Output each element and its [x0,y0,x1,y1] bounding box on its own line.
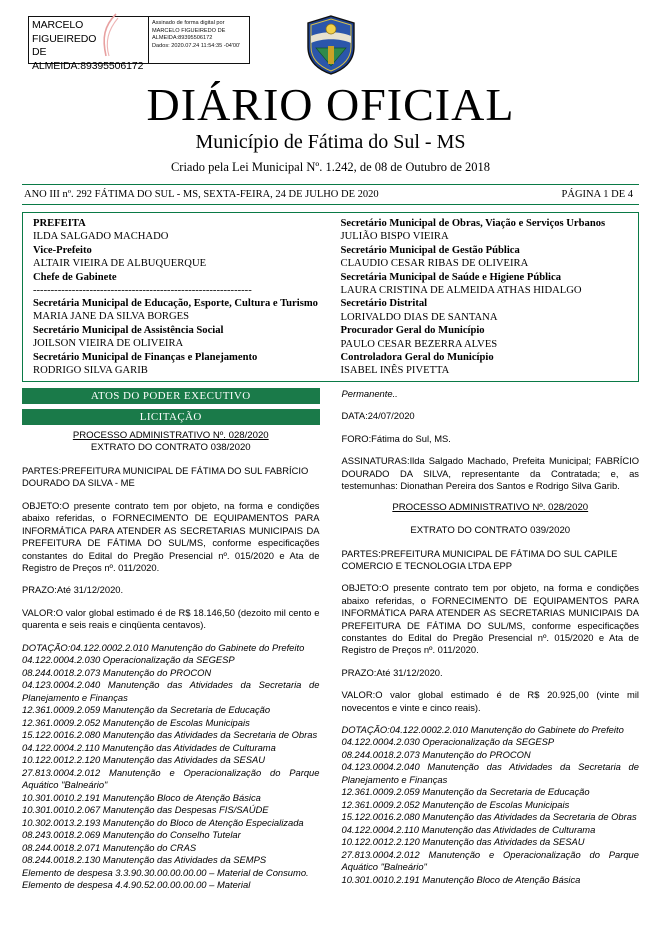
dotacao-line: 04.123.0004.2.040 Manutenção das Atividades da Secretaria de Planejamento e Finanças [341,761,639,785]
dotacao-line: 08.244.0018.2.071 Manutenção do CRAS [22,841,197,853]
signature-detail-line-2: MARCELO FIGUEIREDO DE [152,27,226,34]
permanente-038: Permanente.. [341,387,398,399]
page-number: PÁGINA 1 DE 4 [561,189,633,200]
masthead-subtitle: Município de Fátima do Sul - MS [195,131,466,153]
dotacao-line: 10.122.0012.2.120 Manutenção das Atividades da SESAU [22,754,266,766]
official-name: ISABEL INÊS PIVETTA [340,365,450,377]
dotacao-line: 04.122.0004.2.110 Manutenção das Atividades de Culturama [22,741,276,753]
page-title: DIÁRIO OFICIAL [146,79,515,130]
official-name: LAURA CRISTINA DE ALMEIDA ATHAS HIDALGO [340,285,582,297]
signature-detail-line-3: ALMEIDA:89395506172 [152,35,213,42]
dotacao-line: Elemento de despesa 4.4.90.52.00.00.00.00 – Material [22,879,251,891]
official-role: Secretário Municipal de Finanças e Planejamento [33,351,258,363]
official-name: PAULO CESAR BEZERRA ALVES [340,338,498,350]
municipal-coat-of-arms-icon [302,14,360,76]
dotacao-list-038 [22,654,320,892]
extract-heading-039: EXTRATO DO CONTRATO 039/2020 [410,524,571,536]
dotacao-line: 10.122.0012.2.120 Manutenção das Atividades da SESAU [341,836,585,848]
dotacao-line: 15.122.0016.2.080 Manutenção das Atividades da Secretaria de Obras [341,811,637,823]
official-role: Procurador Geral do Município [340,325,485,337]
signature-detail-line-1: Assinado de forma digital por [152,20,225,26]
official-role: Secretário Municipal de Assistência Social [33,324,224,336]
dotacao-line: 04.123.0004.2.040 Manutenção das Atividades da Secretaria de Planejamento e Finanças [22,679,320,703]
column-right [331,388,640,892]
dotacao-intro-038: DOTAÇÃO:04.122.0002.2.010 Manutenção do Gabinete do Prefeito [22,641,305,653]
edition-info: ANO III nº. 292 FÁTIMA DO SUL - MS, SEXTA-FEIRA, 24 DE JULHO DE 2020 [24,189,379,200]
official-role: Secretário Municipal de Gestão Pública [340,244,520,256]
official-name: ILDA SALGADO MACHADO [33,231,169,243]
official-name: LORIVALDO DIAS DE SANTANA [340,311,498,323]
signature-details [149,17,249,63]
dotacao-line: 10.301.0010.2.067 Manutenção das Despesas FIS/SAÚDE [22,804,269,816]
dotacao-line: 12.361.0009.2.052 Manutenção de Escolas Municipais [341,798,570,810]
official-role: Secretária Municipal de Educação, Esporte, Cultura e Turismo [33,298,318,310]
dotacao-line: 15.122.0016.2.080 Manutenção das Atividades da Secretaria de Obras [22,729,318,741]
data-038: DATA:24/07/2020 [341,410,415,422]
prazo-039: PRAZO:Até 31/12/2020. [341,666,443,678]
dotacao-line: 10.301.0010.2.191 Manutenção Bloco de Atenção Básica [341,873,581,885]
official-role: Secretário Municipal de Obras, Viação e Serviços Urbanos [340,218,606,229]
dotacao-intro-039: DOTAÇÃO:04.122.0002.2.010 Manutenção do Gabinete do Prefeito [341,723,624,735]
banner-atos-poder-executivo: ATOS DO PODER EXECUTIVO [22,388,320,404]
official-name: ALTAIR VIEIRA DE ALBUQUERQUE [33,258,207,270]
signature-name-line-2: DE [32,46,47,58]
dotacao-line: 04.122.0004.2.030 Operacionalização da SEGESP [22,654,235,666]
signature-name-line-1: MARCELO FIGUEIREDO [32,19,97,45]
dotacao-line: 12.361.0009.2.059 Manutenção da Secretaria de Educação [22,704,271,716]
official-role: Secretária Municipal de Saúde e Higiene Pública [340,271,561,283]
official-name: RODRIGO SILVA GARIB [33,365,148,377]
objeto-039: OBJETO:O presente contrato tem por objeto, na forma e condições abaixo referidas, o FORNECIMENTO DE EQUIPAMENTOS PARA INFORMÁTICA PARA ATENDER AS SECRETARIAS MUNICIPAIS DA PREFEITURA DE FÁTIMA DO SUL/MS, conforme especificações constantes do Edital do Pregão Presencial nº. 015/2020 e Ata de Registro de Preços nº. 011/2020. [341,582,639,656]
dotacao-line: 08.244.0018.2.073 Manutenção do PROCON [22,666,212,678]
foro-038: FORO:Fátima do Sul, MS. [341,432,451,444]
official-role: Controladora Geral do Município [340,352,494,364]
dotacao-line: 08.244.0018.2.073 Manutenção do PROCON [341,748,531,760]
dotacao-line: 08.244.0018.2.130 Manutenção das Atividades da SEMPS [22,854,267,866]
signature-name [29,17,149,72]
dotacao-line: 27.813.0004.2.012 Manutenção e Operacionalização do Parque Aquático "Balneário" [22,766,320,791]
official-name: JULIÃO BISPO VIEIRA [340,231,449,243]
dotacao-line: 10.301.0010.2.191 Manutenção Bloco de Atenção Básica [22,791,261,803]
dotacao-line: 04.122.0004.2.110 Manutenção das Atividades de Culturama [341,823,596,835]
process-heading-038: PROCESSO ADMINISTRATIVO Nº. 028/2020 [72,429,269,441]
extract-heading-038: EXTRATO DO CONTRATO 038/2020 [90,442,251,454]
partes-039: PARTES:PREFEITURA MUNICIPAL DE FÁTIMA DO SUL CAPILE COMERCIO E TECNOLOGIA LTDA EPP [341,547,618,571]
dotacao-line: 27.813.0004.2.012 Manutenção e Operacionalização do Parque Aquático "Balneário" [341,848,639,873]
official-role: Chefe de Gabinete [33,271,117,283]
digital-signature-stamp [28,16,250,72]
assinaturas-038: ASSINATURAS:Ilda Salgado Machado, Prefeita Municipal; FABRÍCIO DOURADO DA SILVA, representante da Contratada; e, as testemunhas: Dionathan Pereira dos Santos e Rodrigo Silva Garib. [341,455,639,491]
official-name: MARIA JANE DA SILVA BORGES [33,311,189,323]
content-columns [22,388,639,892]
masthead-law-line: Criado pela Lei Municipal Nº. 1.242, de 08 de Outubro de 2018 [170,160,491,174]
official-role: Vice-Prefeito [33,244,92,256]
official-role: PREFEITA [33,218,86,229]
dotacao-line: 04.122.0004.2.030 Operacionalização da SEGESP [341,736,555,748]
signature-detail-line-4: Dados: 2020.07.24 11:54:35 -04'00' [152,42,241,49]
dotacao-line: 10.302.0013.2.193 Manutenção do Bloco de Atenção Especializada [22,816,304,828]
partes-038: PARTES:PREFEITURA MUNICIPAL DE FÁTIMA DO SUL FABRÍCIO DOURADO DA SILVA - ME [22,465,309,489]
objeto-038: OBJETO:O presente contrato tem por objeto, na forma e condições abaixo referidas, o FORNECIMENTO DE EQUIPAMENTOS PARA INFORMÁTICA PARA ATENDER AS SECRETARIAS MUNICIPAIS DA PREFEITURA DE FÁTIMA DO SUL/MS, conforme especificações constantes do Edital do Pregão Presencial nº. 015/2020 e Ata de Registro de Preços nº. 011/2020. [22,499,320,573]
process-heading-039: PROCESSO ADMINISTRATIVO Nº. 028/2020 [392,502,589,514]
officials-box [22,212,639,382]
dotacao-line: 12.361.0009.2.059 Manutenção da Secretaria de Educação [341,786,590,798]
signature-name-line-3: ALMEIDA:89395506172 [32,59,144,72]
column-left [22,388,331,892]
dotacao-list-039 [342,736,640,886]
banner-licitacao: LICITAÇÃO [22,409,320,425]
official-role: Secretário Distrital [340,298,428,310]
edition-bar [22,184,639,205]
valor-038: VALOR:O valor global estimado é de R$ 18.146,50 (dezoito mil cento e quarenta e seis reais e cinqüenta centavos). [22,606,320,631]
prazo-038: PRAZO:Até 31/12/2020. [22,584,124,596]
officials-divider: -------------------------------------------------------------- [33,285,252,297]
dotacao-line: 08.243.0018.2.069 Manutenção do Conselho Tutelar [22,829,241,841]
official-name: CLAUDIO CESAR RIBAS DE OLIVEIRA [340,258,529,270]
official-name: JOILSON VIEIRA DE OLIVEIRA [33,338,184,350]
officials-column-right [331,217,639,378]
dotacao-line: 12.361.0009.2.052 Manutenção de Escolas Municipais [22,716,250,728]
dotacao-line: Elemento de despesa 3.3.90.30.00.00.00.00 – Material de Consumo. [22,866,309,878]
officials-column-left [23,217,331,378]
valor-039: VALOR:O valor global estimado é de R$ 20.925,00 (vinte mil novecentos e vinte e cinco reais). [341,689,639,713]
